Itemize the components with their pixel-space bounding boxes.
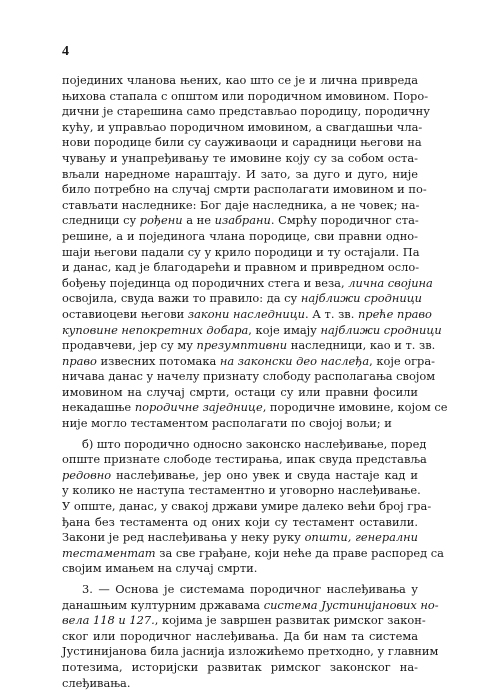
italic-text: општи, генерални: [304, 530, 418, 545]
text-run: вљали наредноме нараштају. И зато, за дуго и дуго, није: [62, 166, 418, 181]
italic-text: куповине непокретних добара: [62, 322, 249, 337]
text-run: ничава данас у начелу признату слободу располагања својом: [62, 369, 436, 384]
text-line: [62, 369, 436, 385]
text-line: [62, 88, 429, 105]
text-line: [62, 468, 418, 484]
text-run: , које огра-: [369, 353, 435, 368]
italic-text: вела 118 и 127.: [62, 613, 155, 628]
text-run: извесних потомака: [96, 353, 220, 368]
text-run: продавчеви, јер су му: [62, 338, 197, 353]
text-run: , породичне имовине, којом се: [262, 400, 448, 415]
text-line: [62, 385, 418, 401]
text-line: [62, 483, 421, 499]
text-run: слеђивања.: [62, 675, 131, 690]
text-line: [62, 660, 418, 676]
text-run: , које имају: [248, 322, 321, 337]
text-line: [62, 198, 418, 214]
italic-text: породичне заједнице: [134, 400, 263, 415]
italic-text: на законски део наслеђа: [219, 353, 370, 368]
text-run: дични је старешина само представљао породицу, породичну: [62, 104, 430, 119]
text-run: појединих чланова њених, као што се је и лична привреда: [62, 73, 418, 87]
text-line: [62, 306, 432, 323]
text-line: [62, 353, 435, 370]
text-run: Јустинијанова била јаснија изложићемо претходно, у главним: [62, 644, 439, 659]
italic-text: лична својина: [348, 275, 433, 290]
text-run: ђана без тестамента од оних који су тестамент оставили.: [62, 514, 418, 529]
text-run: некадашње: [62, 400, 135, 415]
text-run: није могло тестаментом располагати по својој вољи; и: [62, 416, 392, 431]
text-line: [62, 182, 427, 198]
italic-text: тестаментат: [62, 545, 156, 560]
paragraph-1: [62, 73, 448, 432]
italic-text: система Јустинијанових но-: [263, 597, 439, 612]
text-line: [62, 135, 422, 151]
text-line: [62, 119, 423, 136]
page-number: 4: [62, 44, 69, 59]
text-run: потезима, историјски развитак римског законског на-: [62, 659, 418, 674]
text-run: оставиоцеви његови: [62, 306, 188, 321]
text-run: а не: [182, 213, 215, 228]
text-line: [62, 322, 442, 339]
text-run: бођењу појединца од породичних стега и веза,: [62, 275, 349, 290]
text-line: [62, 151, 418, 167]
italic-text: рођени: [139, 213, 183, 228]
text-run: шаји његови падали су у крило породици и ту остајали. Па: [62, 244, 420, 259]
text-run: решине, а и појединога члана породице, сви правни одно-: [62, 228, 418, 243]
text-line: [62, 338, 436, 354]
italic-text: презумптивни: [196, 338, 288, 353]
text-run: , којима је завршен развитак римског закон-: [154, 613, 426, 628]
text-line: [62, 452, 427, 468]
text-run: имовином на случај смрти, остаци су или правни фосили: [62, 384, 418, 399]
text-line: [62, 545, 444, 562]
text-line: [62, 416, 418, 432]
text-line: [62, 597, 439, 614]
text-run: стављати наследнике: Бог даје наследника, а не човек; на-: [62, 197, 420, 212]
text-line: [62, 245, 418, 261]
text-line: [62, 582, 418, 598]
text-run: . Смрћу породичног ста-: [270, 213, 419, 228]
paragraph-3: [62, 582, 439, 691]
text-line: [62, 275, 433, 292]
italic-text: најближи сродници: [300, 291, 423, 306]
text-line: [62, 676, 418, 691]
text-line: [62, 73, 418, 89]
text-run: било потребно на случај смрти располагати имовином и по-: [62, 182, 427, 197]
text-run: 3. — Основа је системама породичног наслеђивања у: [82, 582, 418, 596]
italic-text: изабрани: [214, 213, 271, 228]
text-line: [62, 644, 439, 660]
italic-text: преће право: [357, 306, 432, 321]
text-run: њихова стапала с општом или породичном имовином. Поро-: [62, 88, 429, 103]
text-run: наследници, као и т. зв.: [287, 338, 436, 353]
text-run: наслеђивање, јер оно увек и свуда настаје кад и: [111, 467, 418, 482]
text-run: опште признате слободе тестирања, ипак свуда представља: [62, 452, 427, 467]
text-line: [62, 229, 418, 245]
text-line: [62, 291, 423, 307]
text-line: [62, 213, 418, 229]
text-line: [62, 561, 418, 577]
text-line: [62, 530, 418, 546]
text-line: [62, 499, 432, 515]
text-run: освојила, свуда важи то правило: да су: [62, 291, 301, 306]
text-run: следници су: [62, 213, 140, 228]
text-run: ског или породичног наслеђивања. Да би нам та система: [62, 628, 418, 643]
text-run: за све грађане, који неће да праве распоред са: [155, 545, 444, 560]
text-run: и данас, кад је благодарећи и правном и привредном осло-: [62, 260, 420, 275]
text-run: кућу, и управљао породичном имовином, а свагдашњи чла-: [62, 119, 423, 134]
text-line: [62, 629, 418, 645]
text-run: чувању и унапређивању те имовине коју су за собом оста-: [62, 150, 418, 165]
text-run: . А т. зв.: [305, 306, 358, 321]
text-run: данашњим културним државама: [62, 597, 264, 612]
text-line: [62, 104, 430, 120]
italic-text: најближи сродници: [320, 322, 442, 337]
text-run: у колико не наступа тестаментно и уговорно наслеђивање.: [62, 483, 421, 498]
body-text: [62, 73, 448, 691]
text-line: [62, 167, 418, 183]
text-run: Закони је ред наслеђивања у неку руку: [62, 530, 305, 545]
text-run: својим имањем на случај смрти.: [62, 561, 258, 576]
italic-text: редовно: [62, 467, 112, 482]
text-line: [62, 515, 418, 531]
text-line: [62, 260, 418, 276]
paragraph-2: [62, 436, 444, 577]
text-line: [62, 400, 448, 416]
text-line: [62, 436, 427, 453]
italic-text: закони наследници: [187, 306, 306, 321]
text-run: б) што породично односно законско наслеђивање, поред: [82, 436, 427, 451]
text-line: [62, 613, 426, 629]
italic-text: право: [62, 353, 97, 368]
text-run: У опште, данас, у свакој држави умире далеко већи број гра-: [62, 499, 432, 514]
text-run: нови породице били су сауживаоци и сарадници његови на: [62, 135, 422, 150]
